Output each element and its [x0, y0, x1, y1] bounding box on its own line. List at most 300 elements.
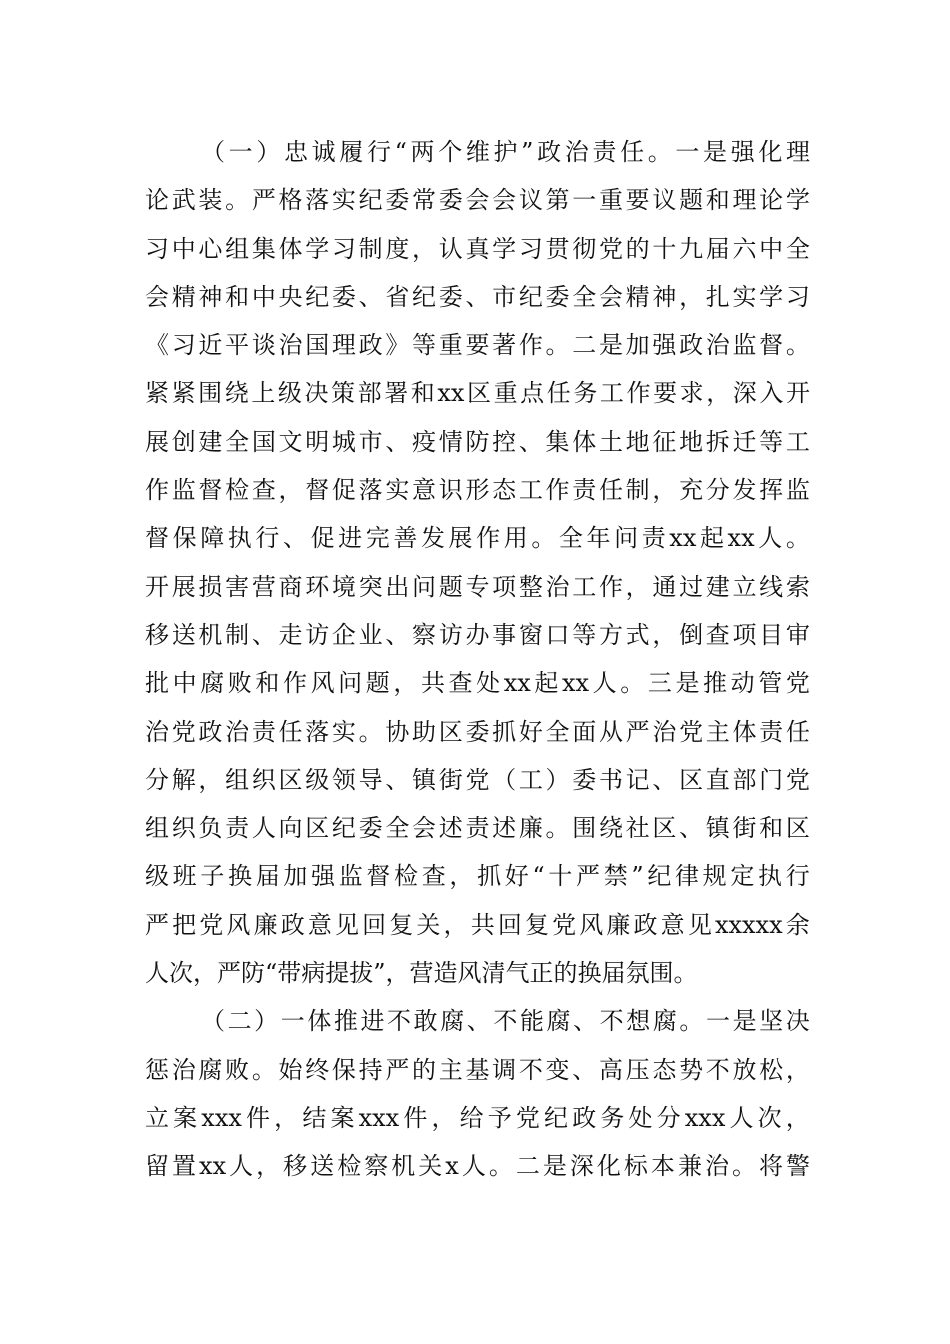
- text-glyph: 协: [385, 717, 410, 746]
- text-glyph: 置: [172, 1152, 197, 1181]
- text-glyph: 责: [251, 717, 276, 746]
- text-glyph: ）: [256, 138, 281, 166]
- text-glyph: 口: [545, 620, 570, 649]
- text-glyph: 和: [225, 282, 250, 311]
- text-glyph: 标: [623, 1152, 648, 1181]
- text-glyph: 地: [625, 427, 650, 456]
- text-glyph: 委: [331, 282, 356, 311]
- text-glyph: 导: [358, 765, 383, 794]
- text-glyph: 集: [545, 427, 570, 456]
- text-glyph: 纪: [412, 282, 437, 311]
- text-glyph: 要: [653, 379, 678, 408]
- text-glyph: 治: [225, 717, 250, 746]
- text-glyph: 不: [518, 1055, 543, 1084]
- text-glyph: 次: [757, 1103, 782, 1132]
- text-glyph: 届: [705, 234, 730, 263]
- text-glyph: 、: [572, 1055, 597, 1084]
- text-glyph: 政: [358, 331, 383, 360]
- text-glyph: 严: [625, 717, 650, 746]
- text-glyph: 执: [758, 862, 783, 891]
- text-glyph: 扎: [705, 282, 730, 311]
- text-glyph: “: [532, 862, 545, 891]
- text-glyph: 责: [759, 717, 784, 746]
- text-glyph: 。: [620, 669, 645, 698]
- text-glyph: 署: [384, 379, 409, 408]
- text-glyph: 省: [385, 282, 410, 311]
- paragraph-1-line: [145, 128, 810, 176]
- text-glyph: xxx: [358, 1103, 400, 1132]
- text-glyph: 主: [705, 717, 730, 746]
- text-glyph: 好: [504, 862, 529, 891]
- text-glyph: 。: [785, 524, 810, 553]
- text-glyph: 的: [412, 1055, 437, 1084]
- text-glyph: 征: [652, 427, 677, 456]
- text-glyph: 始: [278, 1055, 303, 1084]
- text-glyph: xx: [669, 524, 697, 553]
- text-glyph: 督: [198, 476, 223, 505]
- text-glyph: 关: [418, 1152, 443, 1181]
- text-glyph: 创: [171, 427, 196, 456]
- text-glyph: 论: [145, 186, 169, 215]
- text-glyph: 是: [542, 1152, 567, 1181]
- text-glyph: 政: [572, 1103, 597, 1132]
- text-glyph: 学: [492, 234, 517, 263]
- text-glyph: 近: [198, 331, 223, 360]
- text-glyph: ，: [652, 476, 677, 505]
- text-glyph: 、: [385, 765, 410, 794]
- text-glyph: 党: [785, 765, 810, 794]
- text-glyph: 中: [759, 234, 784, 263]
- text-glyph: 子: [200, 862, 225, 891]
- text-glyph: 善: [393, 524, 418, 553]
- text-glyph: 向: [278, 814, 303, 843]
- text-glyph: 开: [785, 379, 810, 408]
- text-glyph: 任: [620, 138, 645, 166]
- text-glyph: 分: [656, 1103, 681, 1132]
- paragraph-1-line: [145, 708, 810, 756]
- text-glyph: 案: [173, 1103, 198, 1132]
- text-glyph: 督: [305, 476, 330, 505]
- text-glyph: 议: [518, 186, 543, 215]
- text-glyph: 部: [357, 379, 382, 408]
- text-glyph: 会: [145, 282, 169, 311]
- text-glyph: 查: [448, 669, 473, 698]
- text-glyph: 。: [225, 186, 250, 215]
- text-glyph: 制: [225, 620, 250, 649]
- text-glyph: 保: [331, 1055, 356, 1084]
- text-glyph: 立: [145, 1103, 169, 1132]
- text-glyph: 拆: [705, 427, 730, 456]
- text-glyph: 督: [145, 524, 169, 553]
- text-glyph: 决: [785, 1007, 810, 1036]
- text-glyph: 展: [171, 572, 196, 601]
- text-glyph: 充: [679, 476, 704, 505]
- text-glyph: 明: [305, 427, 330, 456]
- text-glyph: 忠: [283, 138, 308, 166]
- text-glyph: 党: [171, 717, 196, 746]
- text-glyph: 重: [598, 186, 623, 215]
- text-glyph: 第: [545, 186, 570, 215]
- text-glyph: 作: [282, 669, 307, 698]
- text-glyph: 识: [438, 476, 463, 505]
- paragraph-1-line: [145, 563, 810, 611]
- paragraph-1-line: [145, 225, 810, 273]
- text-glyph: x: [445, 1152, 459, 1181]
- text-glyph: 责: [465, 814, 490, 843]
- text-glyph: 二: [515, 1152, 540, 1181]
- text-glyph: 检: [394, 862, 419, 891]
- text-glyph: 全: [385, 814, 410, 843]
- text-glyph: xxx: [684, 1103, 726, 1132]
- text-glyph: 共: [470, 910, 495, 939]
- text-glyph: ）: [254, 1007, 279, 1036]
- text-glyph: 街: [438, 765, 463, 794]
- text-glyph: 作: [476, 524, 501, 553]
- text-glyph: 治: [145, 717, 169, 746]
- paragraph-1-line: [145, 369, 810, 417]
- text-glyph: 解: [171, 765, 196, 794]
- paragraph-1-line: [145, 901, 810, 949]
- text-glyph: 述: [492, 814, 517, 843]
- text-glyph: 用: [503, 524, 528, 553]
- text-glyph: 镇: [705, 814, 730, 843]
- text-glyph: 。: [488, 1152, 513, 1181]
- text-glyph: 述: [438, 814, 463, 843]
- text-glyph: 突: [358, 572, 383, 601]
- text-glyph: 送: [310, 1152, 335, 1181]
- text-glyph: 见: [334, 910, 359, 939]
- text-glyph: ，: [274, 1103, 299, 1132]
- paragraph-1-line: [145, 176, 810, 224]
- text-glyph: 全: [572, 282, 597, 311]
- text-glyph: 纪: [647, 862, 672, 891]
- text-glyph: 、: [573, 1007, 598, 1036]
- text-glyph: 作: [626, 379, 651, 408]
- text-glyph: 绕: [598, 814, 623, 843]
- text-glyph: 惩: [145, 1055, 169, 1084]
- text-glyph: 腐: [652, 1007, 677, 1036]
- text-glyph: 二: [227, 1007, 252, 1036]
- text-glyph: 人: [251, 814, 276, 843]
- text-glyph: 基: [465, 1055, 490, 1084]
- text-glyph: 意: [307, 910, 332, 939]
- text-glyph: 实: [732, 282, 757, 311]
- text-glyph: ，: [431, 1103, 456, 1132]
- text-glyph: 委: [438, 282, 463, 311]
- text-glyph: 组: [225, 234, 250, 263]
- text-glyph: 街: [732, 814, 757, 843]
- text-glyph: 六: [732, 234, 757, 263]
- text-glyph: 审: [785, 620, 810, 649]
- text-glyph: 境: [331, 572, 356, 601]
- paragraph-1-line: [145, 852, 810, 900]
- text-glyph: 会: [412, 814, 437, 843]
- text-glyph: 展: [145, 427, 169, 456]
- text-glyph: ，: [278, 476, 303, 505]
- text-glyph: 处: [476, 669, 501, 698]
- text-glyph: 学: [759, 282, 784, 311]
- text-glyph: 装: [198, 186, 223, 215]
- text-glyph: 事: [492, 620, 517, 649]
- text-glyph: 。: [531, 524, 556, 553]
- text-glyph: xx: [199, 1152, 227, 1181]
- text-glyph: 态: [652, 1055, 677, 1084]
- text-glyph: 二: [572, 331, 597, 360]
- text-glyph: 履: [339, 138, 364, 166]
- text-glyph: 想: [626, 1007, 651, 1036]
- text-glyph: 。: [251, 1055, 276, 1084]
- paragraph-2-line: [145, 1046, 810, 1094]
- text-glyph: 纪: [518, 282, 543, 311]
- text-glyph: 委: [358, 814, 383, 843]
- text-glyph: 求: [679, 379, 704, 408]
- text-glyph: 维: [465, 138, 490, 166]
- text-glyph: 。: [785, 331, 810, 360]
- text-glyph: 留: [145, 1152, 169, 1181]
- text-glyph: 纪: [305, 282, 330, 311]
- text-glyph: 一: [675, 138, 700, 166]
- text-glyph: 区: [278, 765, 303, 794]
- text-glyph: 治: [704, 1152, 729, 1181]
- text-glyph: 问: [614, 524, 639, 553]
- text-glyph: 会: [598, 282, 623, 311]
- text-glyph: 抓: [477, 862, 502, 891]
- text-glyph: 策: [331, 379, 356, 408]
- text-glyph: 入: [759, 379, 784, 408]
- text-glyph: 领: [331, 765, 356, 794]
- paragraph-1-line: [145, 611, 810, 659]
- text-glyph: 理: [786, 138, 810, 166]
- paragraph-1-line: [145, 466, 810, 514]
- text-glyph: 上: [251, 379, 276, 408]
- text-glyph: xx: [727, 524, 755, 553]
- text-glyph: 紧: [171, 379, 196, 408]
- text-glyph: 抓: [492, 717, 517, 746]
- text-glyph: 务: [573, 379, 598, 408]
- text-glyph: （: [201, 138, 225, 166]
- text-glyph: 直: [705, 765, 730, 794]
- text-glyph: 委: [572, 765, 597, 794]
- text-glyph: 分: [705, 476, 730, 505]
- text-glyph: 区: [679, 765, 704, 794]
- text-glyph: 工: [518, 765, 543, 794]
- text-glyph: 等: [759, 427, 784, 456]
- text-glyph: 查: [705, 620, 730, 649]
- text-glyph: 。: [545, 331, 570, 360]
- text-glyph: 神: [198, 282, 223, 311]
- text-glyph: 织: [171, 814, 196, 843]
- paragraph-1-line: [145, 756, 810, 804]
- text-glyph: 要: [625, 186, 650, 215]
- text-glyph: 管: [758, 669, 783, 698]
- text-glyph: 委: [438, 186, 463, 215]
- text-glyph: 换: [228, 862, 253, 891]
- text-glyph: 风: [310, 669, 335, 698]
- text-glyph: 督: [366, 862, 391, 891]
- text-glyph: 态: [492, 476, 517, 505]
- text-glyph: 件: [403, 1103, 428, 1132]
- document-body: [145, 128, 810, 1191]
- text-glyph: 要: [465, 331, 490, 360]
- text-glyph: 落: [305, 186, 330, 215]
- text-glyph: 问: [412, 572, 437, 601]
- text-glyph: 责: [592, 138, 617, 166]
- text-glyph: 、: [358, 282, 383, 311]
- text-glyph: 意: [660, 910, 685, 939]
- text-glyph: 个: [438, 138, 463, 166]
- text-glyph: 制: [625, 476, 650, 505]
- text-glyph: 区: [438, 717, 463, 746]
- text-glyph: 律: [675, 862, 699, 891]
- text-glyph: 警: [786, 1152, 810, 1181]
- text-glyph: 不: [493, 1007, 518, 1036]
- text-glyph: 精: [171, 282, 196, 311]
- text-glyph: 从: [598, 717, 623, 746]
- text-glyph: 市: [492, 282, 517, 311]
- text-glyph: 记: [625, 765, 650, 794]
- text-glyph: 议: [652, 186, 677, 215]
- text-glyph: 党: [465, 765, 490, 794]
- text-glyph: ，: [449, 862, 474, 891]
- text-glyph: 、: [282, 524, 307, 553]
- text-glyph: 作: [545, 476, 570, 505]
- text-glyph: 廉: [518, 814, 543, 843]
- text-glyph: 倒: [679, 620, 704, 649]
- text-glyph: 化: [758, 138, 783, 166]
- text-glyph: 建: [198, 427, 223, 456]
- text-glyph: 治: [564, 138, 589, 166]
- text-glyph: 共: [420, 669, 445, 698]
- text-glyph: 谈: [251, 331, 276, 360]
- text-glyph: 进: [338, 524, 363, 553]
- text-glyph: 进: [360, 1007, 385, 1036]
- text-glyph: 题: [438, 572, 463, 601]
- text-glyph: 部: [732, 765, 757, 794]
- paragraph-1-line: [145, 418, 810, 466]
- text-glyph: 将: [758, 1152, 783, 1181]
- text-glyph: “: [394, 138, 407, 166]
- text-glyph: 央: [278, 282, 303, 311]
- text-glyph: 。: [358, 717, 383, 746]
- text-glyph: 重: [493, 379, 518, 408]
- text-glyph: 届: [255, 862, 280, 891]
- text-glyph: 监: [171, 476, 196, 505]
- text-glyph: （: [492, 765, 517, 794]
- text-glyph: 贯: [545, 234, 570, 263]
- text-glyph: 工: [785, 427, 810, 456]
- text-glyph: 织: [251, 765, 276, 794]
- text-glyph: ，: [625, 572, 650, 601]
- text-glyph: 访: [305, 620, 330, 649]
- text-glyph: 集: [251, 234, 276, 263]
- text-glyph: 。: [679, 1007, 704, 1036]
- text-glyph: 执: [227, 524, 252, 553]
- text-glyph: 廉: [253, 910, 278, 939]
- text-glyph: 真: [465, 234, 490, 263]
- text-glyph: 工: [572, 572, 597, 601]
- text-glyph: 一: [228, 138, 253, 166]
- text-glyph: 是: [598, 331, 623, 360]
- text-glyph: ，: [785, 1055, 810, 1084]
- text-glyph: 专: [465, 572, 490, 601]
- text-glyph: 敢: [413, 1007, 438, 1036]
- text-glyph: 持: [358, 1055, 383, 1084]
- text-glyph: 不: [599, 1007, 624, 1036]
- text-glyph: 面: [572, 717, 597, 746]
- text-glyph: 体: [278, 234, 303, 263]
- paragraph-2-line: [145, 1142, 810, 1190]
- text-glyph: 完: [365, 524, 390, 553]
- text-glyph: 地: [679, 427, 704, 456]
- text-glyph: 化: [596, 1152, 621, 1181]
- text-glyph: 腐: [200, 669, 225, 698]
- text-glyph: 题: [365, 669, 390, 698]
- text-glyph: 回: [497, 910, 522, 939]
- text-glyph: 委: [385, 186, 410, 215]
- text-glyph: 度: [385, 234, 410, 263]
- text-glyph: 。: [731, 1152, 756, 1181]
- text-glyph: 察: [364, 1152, 389, 1181]
- text-glyph: 索: [785, 572, 810, 601]
- text-glyph: 体: [732, 717, 757, 746]
- text-glyph: 社: [625, 814, 650, 843]
- text-glyph: xx: [503, 669, 531, 698]
- text-glyph: 和: [705, 186, 730, 215]
- text-glyph: 学: [785, 186, 810, 215]
- text-glyph: 门: [759, 765, 784, 794]
- text-glyph: 体: [572, 427, 597, 456]
- text-glyph: 全: [785, 234, 810, 263]
- text-glyph: 过: [679, 572, 704, 601]
- text-glyph: ，: [256, 1152, 281, 1181]
- text-glyph: 、: [652, 765, 677, 794]
- text-glyph: ，: [443, 910, 468, 939]
- text-glyph: 予: [487, 1103, 512, 1132]
- text-glyph: 国: [305, 331, 330, 360]
- text-glyph: 整: [518, 572, 543, 601]
- text-glyph: 级: [145, 862, 169, 891]
- text-glyph: 和: [255, 669, 280, 698]
- text-glyph: 一: [705, 1007, 730, 1036]
- text-glyph: 察: [412, 620, 437, 649]
- text-glyph: ，: [198, 765, 223, 794]
- text-glyph: 变: [545, 1055, 570, 1084]
- text-glyph: 压: [625, 1055, 650, 1084]
- text-glyph: 败: [225, 1055, 250, 1084]
- text-glyph: 治: [171, 1055, 196, 1084]
- text-glyph: 行: [366, 138, 391, 166]
- text-glyph: 建: [705, 572, 730, 601]
- text-glyph: ”: [521, 138, 534, 166]
- text-glyph: 会: [492, 186, 517, 215]
- text-glyph: 人: [758, 524, 783, 553]
- text-glyph: 机: [391, 1152, 416, 1181]
- text-glyph: 发: [732, 476, 757, 505]
- text-glyph: 走: [278, 620, 303, 649]
- text-glyph: 线: [759, 572, 784, 601]
- text-glyph: 本: [650, 1152, 675, 1181]
- text-glyph: 深: [569, 1152, 594, 1181]
- text-glyph: 组: [225, 765, 250, 794]
- text-glyph: 高: [598, 1055, 623, 1084]
- text-glyph: 等: [412, 331, 437, 360]
- text-glyph: xxxxx: [714, 910, 783, 939]
- text-glyph: 分: [145, 765, 169, 794]
- text-glyph: 势: [679, 1055, 704, 1084]
- text-glyph: 党: [199, 910, 224, 939]
- text-glyph: 把: [172, 910, 197, 939]
- text-glyph: 送: [171, 620, 196, 649]
